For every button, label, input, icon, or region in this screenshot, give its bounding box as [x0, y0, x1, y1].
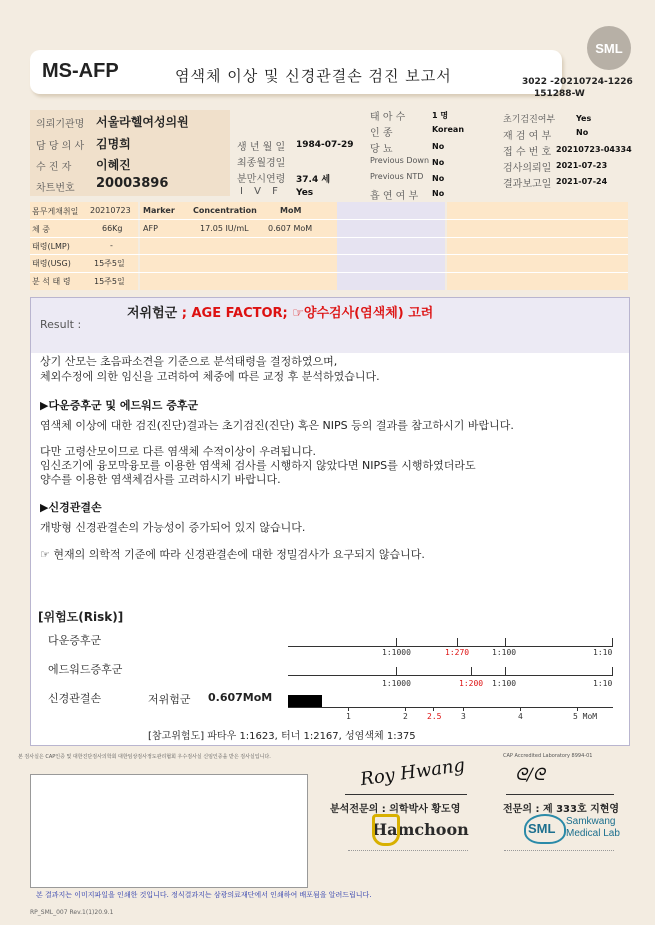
hamchoon-logo: Hamchoon [372, 820, 469, 839]
notice-text: 본 결과지는 이미지파일을 인쇄한 것입니다. 정식결과지는 삼광의료재단에서 인쇄하여 배포됨을 알려드립니다. [36, 891, 372, 899]
sml-lab-logo: SML [528, 821, 556, 836]
request-date-value: 2021-07-23 [556, 161, 608, 170]
ga-lmp-value: - [110, 241, 113, 250]
first-test-value: Yes [576, 114, 592, 123]
ntd-tick [577, 707, 578, 711]
body-heading-ntd: ▶신경관결손 [40, 501, 102, 514]
weigh-date-value: 20210723 [90, 206, 131, 215]
report-id-1: 3022 -20210724-1226 [522, 77, 633, 87]
body-p3-line3: 양수를 이용한 염색체검사를 고려하시기 바랍니다. [40, 473, 281, 486]
lab-name-1: Samkwang [566, 816, 616, 827]
chart-value: 20003896 [96, 176, 169, 191]
body-p1-line1: 상기 산모는 초음파소견을 기준으로 분석태령을 결정하였으며, [40, 355, 338, 368]
ntd-tick [405, 707, 406, 711]
signature-left-caption: 분석전문의 : 의학박사 황도영 [330, 804, 461, 815]
hospital-label: 의뢰기관명 [36, 119, 85, 130]
age-value: 37.4 세 [296, 175, 331, 185]
ga-analysis-label: 분 석 태 령 [32, 277, 71, 286]
weigh-date-label: 몸무게채취일 [32, 207, 79, 216]
down-tick [612, 638, 613, 646]
edwards-tick-label: 1:100 [492, 679, 517, 688]
conc-value: 17.05 IU/mL [200, 224, 249, 233]
ntd-tick [520, 707, 521, 711]
ntd-tick-label: 5 MoM [573, 712, 598, 721]
col-conc: Concentration [193, 206, 257, 215]
edwards-tick-label: 1:1000 [382, 679, 411, 688]
body-heading-down: ▶다운증후군 및 에드워드 증후군 [40, 399, 199, 412]
down-tick-label: 1:1000 [382, 648, 411, 657]
ntd-tick-label: 2.5 [427, 712, 442, 721]
prev-ntd-value: No [432, 174, 445, 183]
ivf-value: Yes [296, 188, 314, 198]
retest-value: No [576, 128, 589, 137]
lmp-label: 최종월경일 [237, 158, 286, 169]
report-date-value: 2021-07-24 [556, 177, 608, 186]
retest-label: 재 검 여 부 [503, 131, 552, 142]
doctor-value: 김명희 [96, 137, 131, 151]
ntd-axis [288, 707, 613, 708]
ntd-bar [288, 695, 322, 707]
lab-address [504, 850, 614, 875]
prev-ntd-label: Previous NTD [370, 172, 424, 181]
result-label: Result : [40, 318, 82, 331]
body-p5: ☞ 현재의 의학적 기준에 따라 신경관결손에 대한 정밀검사가 요구되지 않습니다. [40, 548, 425, 561]
edwards-tick [612, 667, 613, 675]
ntd-group: 저위험군 [148, 693, 191, 706]
col-mom: MoM [280, 206, 302, 215]
fine-print-right: CAP Accredited Laboratory 8994-01 [503, 753, 593, 759]
hamchoon-address [348, 850, 468, 875]
report-date-label: 결과보고일 [503, 179, 552, 190]
edwards-tick [505, 667, 506, 675]
hospital-value: 서울라헬여성의원 [96, 115, 189, 129]
col-marker: Marker [143, 206, 175, 215]
risk-reference: [참고위험도] 파타우 1:1623, 터너 1:2167, 성염색체 1:375 [148, 731, 416, 742]
signature-right-image: ᘓ∕ᘓ [515, 765, 545, 785]
ivf-label: I V F [240, 186, 282, 197]
receipt-label: 접 수 번 호 [503, 147, 552, 158]
body-p4: 개방형 신경관결손의 가능성이 증가되어 있지 않습니다. [40, 521, 306, 534]
edwards-axis [288, 675, 613, 676]
result-text-red: ; AGE FACTOR; ☞양수검사(염색체) 고려 [177, 306, 434, 321]
risk-title: [위험도(Risk)] [38, 610, 124, 624]
receipt-value: 20210723-04334 [556, 145, 632, 154]
race-label: 인 종 [370, 128, 393, 139]
request-date-label: 검사의뢰일 [503, 163, 552, 174]
edwards-label: 에드워드증후군 [48, 663, 123, 676]
dob-label: 생 년 월 일 [237, 142, 286, 153]
fetus-label: 태 아 수 [370, 112, 406, 123]
ntd-tick [433, 707, 434, 711]
weight-value: 66Kg [102, 224, 123, 233]
ntd-tick-label: 3 [461, 712, 466, 721]
weight-label: 체 중 [32, 225, 50, 234]
down-tick-label: 1:270 [445, 648, 470, 657]
ntd-label: 신경관결손 [48, 692, 102, 705]
ntd-tick [463, 707, 464, 711]
ga-usg-label: 태령(USG) [32, 259, 71, 268]
examinee-value: 이혜진 [96, 158, 131, 172]
report-title: 염색체 이상 및 신경관결손 검진 보고서 [175, 67, 452, 85]
diabetes-value: No [432, 142, 445, 151]
fine-print-left: 본 검사실은 CAP인증 및 대한진단검사의학회 대한임상검사정도관리협회 우수검사실 신임인증을 받은 검사실입니다. [18, 754, 271, 760]
prev-down-label: Previous Down [370, 156, 430, 165]
edwards-tick [471, 667, 472, 675]
down-tick-label: 1:10 [593, 648, 613, 657]
signature-left-image: Roy Hwang [359, 754, 467, 791]
chart-label: 차트번호 [36, 183, 75, 194]
edwards-tick [396, 667, 397, 675]
signature-right-caption: 전문의 : 제 333호 지현영 [503, 804, 620, 815]
race-value: Korean [432, 125, 465, 134]
down-tick [505, 638, 506, 646]
ntd-tick-label: 1 [346, 712, 351, 721]
report-id-2: 151288-W [534, 89, 585, 99]
mom-value: 0.607 MoM [268, 224, 313, 233]
prev-down-value: No [432, 158, 445, 167]
marker-value: AFP [143, 224, 158, 233]
smoking-value: No [432, 189, 445, 198]
diabetes-label: 당 뇨 [370, 144, 393, 155]
result-text-main: 저위험군 [127, 306, 178, 321]
down-axis [288, 646, 613, 647]
signature-right-line [506, 794, 614, 795]
hamchoon-mark [372, 814, 400, 846]
ntd-tick-label: 4 [518, 712, 523, 721]
fetus-value: 1 명 [432, 111, 449, 120]
form-code: RP_SML_007 Rev.1(1)20.9.1 [30, 909, 114, 916]
sml-logo: SML [587, 26, 631, 70]
body-p2: 염색체 이상에 대한 검진(진단)결과는 초기검진(진단) 혹은 NIPS 등의 결과를 참고하시기 바랍니다. [40, 419, 514, 432]
down-label: 다운증후군 [48, 634, 102, 647]
signature-left-line [345, 794, 467, 795]
ga-usg-value: 15주5일 [94, 259, 125, 268]
edwards-tick-label: 1:10 [593, 679, 613, 688]
doctor-label: 담 당 의 사 [36, 141, 85, 152]
down-tick-label: 1:100 [492, 648, 517, 657]
examinee-label: 수 진 자 [36, 162, 72, 173]
ga-lmp-label: 태령(LMP) [32, 242, 70, 251]
ga-analysis-value: 15주5일 [94, 277, 125, 286]
first-test-label: 초기검진여부 [503, 115, 556, 125]
body-p1-line2: 체외수정에 의한 임신을 고려하여 체중에 따른 교정 후 분석하였습니다. [40, 370, 380, 383]
ntd-value: 0.607MoM [208, 691, 273, 704]
body-p3-line1: 다만 고령산모이므로 다른 염색체 수적이상이 우려됩니다. [40, 445, 317, 458]
ntd-tick-label: 2 [403, 712, 408, 721]
down-tick [396, 638, 397, 646]
lab-name-2: Medical Lab [566, 828, 620, 839]
dob-value: 1984-07-29 [296, 140, 354, 150]
ntd-tick [348, 707, 349, 711]
report-code: MS-AFP [42, 60, 119, 82]
edwards-tick-label: 1:200 [459, 679, 484, 688]
result-text [127, 302, 433, 321]
notes-box [30, 774, 308, 888]
down-tick [457, 638, 458, 646]
body-p3-line2: 임신조기에 융모막융모를 이용한 염색체 검사를 시행하지 않았다면 NIPS를 시행하였더라도 [40, 459, 476, 472]
age-label: 분만시연령 [237, 174, 286, 185]
smoking-label: 흡 연 여 부 [370, 191, 419, 202]
